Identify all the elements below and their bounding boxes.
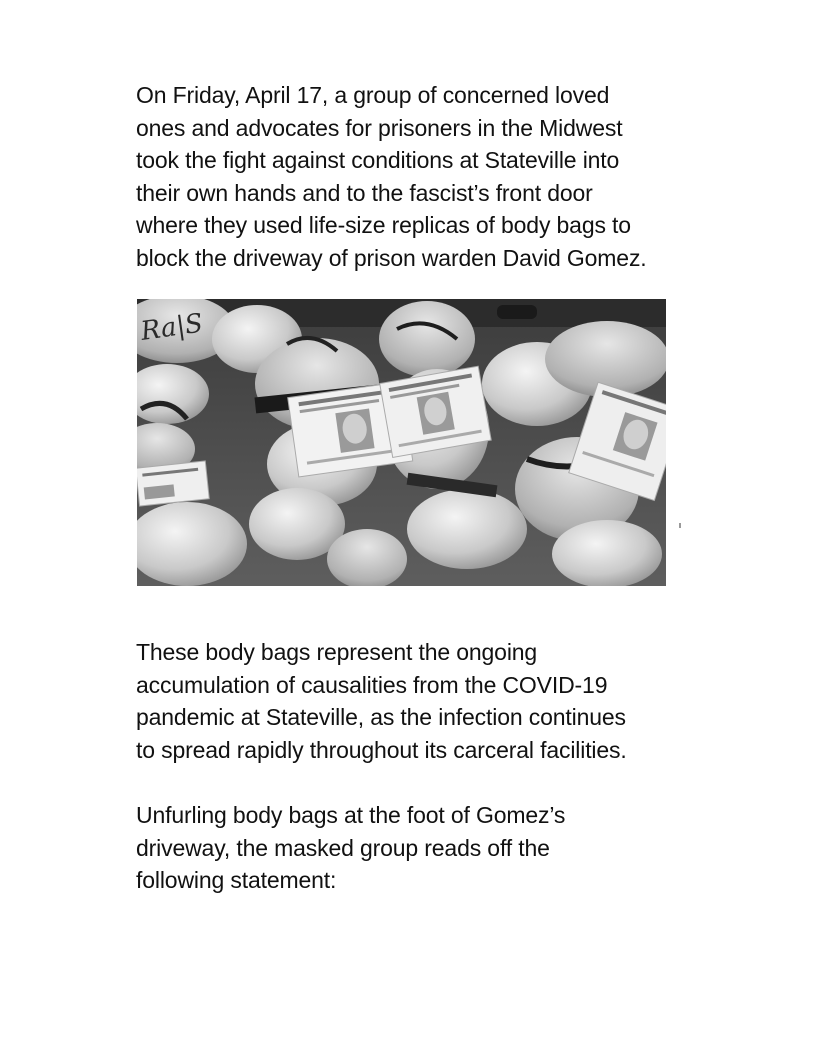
text-line: their own hands and to the fascist’s front door <box>136 179 593 206</box>
text-line: accumulation of causalities from the COVID-19 <box>136 671 608 698</box>
text-line: Unfurling body bags at the foot of Gomez’s <box>136 802 566 828</box>
text-line: On Friday, April 17, a group of concerned loved <box>136 82 610 108</box>
text-line: following statement: <box>136 867 337 893</box>
text-line: where they used life-size replicas of body bags to <box>136 212 631 238</box>
intro-paragraph <box>136 79 696 274</box>
text-line: These body bags represent the ongoing <box>136 639 538 665</box>
body-bags-photo <box>137 299 666 586</box>
body-bags-paragraph <box>136 636 696 766</box>
text-line: pandemic at Stateville, as the infection continues <box>136 704 626 730</box>
text-line: took the fight against conditions at Stateville into <box>136 147 620 173</box>
statement-intro-paragraph <box>136 799 696 897</box>
text-line: ones and advocates for prisoners in the Midwest <box>136 114 623 141</box>
flyer-4 <box>137 461 209 506</box>
body-bags-photo-illustration <box>137 299 666 586</box>
text-line: block the driveway of prison warden David Gomez. <box>136 244 647 271</box>
text-line: to spread rapidly throughout its carceral facilities. <box>136 736 627 763</box>
speck-mark <box>679 523 681 528</box>
text-line: driveway, the masked group reads off the <box>136 834 550 861</box>
bag-lettering-icon: Ra|S <box>138 308 205 347</box>
